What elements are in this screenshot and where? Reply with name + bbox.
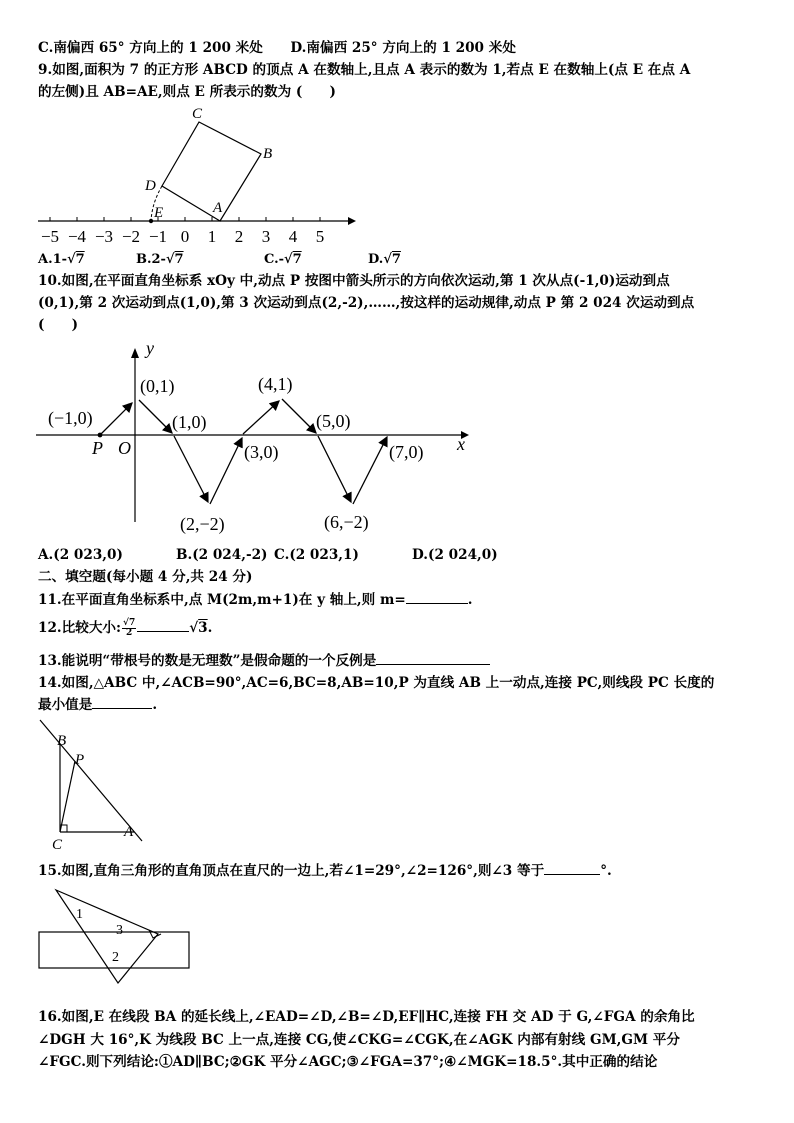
q9-tick-label: −2 xyxy=(121,227,141,246)
q14-label-c: C xyxy=(52,837,63,853)
q12-fraction xyxy=(122,619,136,638)
q10-option-c: C.(2 023,1) xyxy=(274,547,359,563)
q11-text: 11.在平面直角坐标系中,点 M(2m,m+1)在 y 轴上,则 m= xyxy=(38,592,406,608)
q14-answer-blank[interactable] xyxy=(92,694,152,709)
q10-option-b: B.(2 024,-2) xyxy=(176,547,268,563)
q10-segment-6 xyxy=(282,399,316,433)
q15-figure xyxy=(36,888,206,988)
q10-label-y: y xyxy=(146,340,154,358)
q10-option-a: A.(2 023,0) xyxy=(38,547,123,563)
q12-answer-blank[interactable] xyxy=(137,617,189,632)
q10-label-3-0: (3,0) xyxy=(244,442,279,462)
section2-title: 二、填空题(每小题 4 分,共 24 分) xyxy=(38,569,253,585)
q9-tick-label: 4 xyxy=(288,227,298,246)
q14-end: . xyxy=(152,697,158,713)
q12-frac-den: 2 xyxy=(126,628,133,638)
q15-label-1: 1 xyxy=(76,907,83,922)
q9-option-b: B.2-√7 xyxy=(136,252,184,267)
q15-label-3: 3 xyxy=(116,923,123,938)
q9-label-b: B xyxy=(263,146,273,162)
q9-option-a: A.1-√7 xyxy=(38,252,85,267)
q8-option-c: C.南偏西 65° 方向上的 1 200 米处 xyxy=(38,40,263,56)
q10-label-p: P xyxy=(92,438,103,458)
q14-stem-line1: 14.如图,△ABC 中,∠ACB=90°,AC=6,BC=8,AB=10,P 为直线 AB 上一动点,连接 PC,则线段 PC 长度的 xyxy=(38,675,715,691)
q14-label-a: A xyxy=(124,824,134,840)
q8-options-row xyxy=(38,37,756,59)
q9-tick-label: 3 xyxy=(261,227,271,246)
q10-segment-7 xyxy=(318,436,351,502)
q9-stem-line2: 的左侧)且 AB=AE,则点 E 所表示的数为 ( ) xyxy=(38,84,336,100)
q9-tick-label: −5 xyxy=(40,227,60,246)
q16-line1: 16.如图,E 在线段 BA 的延长线上,∠EAD=∠D,∠B=∠D,EF∥HC,连接 FH 交 AD 于 G,∠FGA 的余角比 xyxy=(38,1009,695,1025)
q16-line2: ∠DGH 大 16°,K 为线段 BC 上一点,连接 CG,使∠CKG=∠CGK,在∠AGK 内部有射线 GM,GM 平分 xyxy=(38,1032,680,1048)
q9-option-d: D.√7 xyxy=(368,252,401,267)
q10-label-7-0: (7,0) xyxy=(389,442,424,462)
q11-end: . xyxy=(467,592,473,608)
q12-radicand: 3 xyxy=(198,620,208,636)
q9-figure xyxy=(30,100,360,250)
q10-label-6-m2: (6,−2) xyxy=(324,512,369,532)
q14-label-p: P xyxy=(75,752,85,768)
q8-option-d: D.南偏西 25° 方向上的 1 200 米处 xyxy=(290,40,516,56)
q10-figure xyxy=(36,340,476,540)
q13-answer-blank[interactable] xyxy=(376,650,490,665)
q13-text: 13.能说明“带根号的数是无理数”是假命题的一个反例是 xyxy=(38,653,377,669)
q14-stem-line2: 最小值是 xyxy=(38,697,93,713)
q10-label-1-0: (1,0) xyxy=(172,412,207,432)
q12-end: . xyxy=(207,620,213,636)
q9-tick-label: −4 xyxy=(67,227,87,246)
q15-answer-blank[interactable] xyxy=(544,860,600,875)
q10-point-p xyxy=(98,433,103,438)
q9-tick-label: 5 xyxy=(315,227,325,246)
q14-stem-line2-row xyxy=(38,694,756,716)
q10-stem-line3: ( ) xyxy=(38,317,79,333)
q10-segment-4 xyxy=(210,438,242,504)
q9-tick-label: 2 xyxy=(234,227,244,246)
q11 xyxy=(38,589,756,611)
q11-answer-blank[interactable] xyxy=(406,589,468,604)
q14-segment-pc xyxy=(60,761,75,832)
q9-tick-label: 0 xyxy=(180,227,190,246)
q10-label-o: O xyxy=(118,438,131,458)
q10-option-d: D.(2 024,0) xyxy=(412,547,498,563)
q10-label-x: x xyxy=(457,434,465,454)
q9-label-c: C xyxy=(192,106,203,122)
q14-label-b: B xyxy=(57,733,67,749)
q12: 12.比较大小: $\frac{√7}{2}$ √3. xyxy=(38,618,213,638)
q10-label-2-m2: (2,−2) xyxy=(180,514,225,534)
q10-label-0-1: (0,1) xyxy=(140,376,175,396)
q15-end: °. xyxy=(600,863,612,879)
q12-prefix: 12.比较大小: xyxy=(38,620,122,636)
q9-arrow-icon xyxy=(348,217,356,225)
q10-stem-line1: 10.如图,在平面直角坐标系 xOy 中,动点 P 按图中箭头所示的方向依次运动,第 1 次从点(-1,0)运动到点 xyxy=(38,273,670,289)
q9-label-a: A xyxy=(213,200,223,216)
q15 xyxy=(38,860,756,882)
q12-frac-num: √7 xyxy=(123,618,136,628)
q13 xyxy=(38,650,756,672)
q10-label-4-1: (4,1) xyxy=(258,374,293,394)
q9-stem-line1: 9.如图,面积为 7 的正方形 ABCD 的顶点 A 在数轴上,且点 A 表示的数为 1,若点 E 在数轴上(点 E 在点 A xyxy=(38,62,691,78)
q15-label-2: 2 xyxy=(112,950,119,965)
q15-text: 15.如图,直角三角形的直角顶点在直尺的一边上,若∠1=29°,∠2=126°,则∠3 等于 xyxy=(38,863,545,879)
q9-point-e xyxy=(149,219,153,223)
q9-label-e: E xyxy=(154,205,164,221)
q10-segment-5 xyxy=(243,401,279,434)
q9-tick-label: 1 xyxy=(207,227,217,246)
q10-label-5-0: (5,0) xyxy=(316,411,351,431)
q10-label-m1-0: (−1,0) xyxy=(48,408,93,428)
q10-segment-1 xyxy=(100,403,132,435)
q10-segment-8 xyxy=(353,437,387,504)
q10-y-arrow-icon xyxy=(131,348,139,358)
q9-tick-label: −1 xyxy=(148,227,168,246)
q16-line3: ∠FGC.则下列结论:①AD∥BC;②GK 平分∠AGC;③∠FGA=37°;④∠MGK=18.5°.其中正确的结论 xyxy=(38,1054,658,1070)
q10-stem-line2: (0,1),第 2 次运动到点(1,0),第 3 次运动到点(2,-2),……,按这样的运动规律,动点 P 第 2 024 次运动到点 xyxy=(38,295,695,311)
q9-tick-label: −3 xyxy=(94,227,114,246)
q10-segment-2 xyxy=(139,400,172,433)
q9-option-c: C.-√7 xyxy=(264,252,302,267)
q10-segment-3 xyxy=(174,436,208,502)
q14-figure xyxy=(30,715,160,855)
q14-line-ab xyxy=(40,720,142,841)
q9-square-abcd xyxy=(162,122,261,221)
q15-right-triangle xyxy=(56,890,158,983)
q9-label-d: D xyxy=(145,178,156,194)
